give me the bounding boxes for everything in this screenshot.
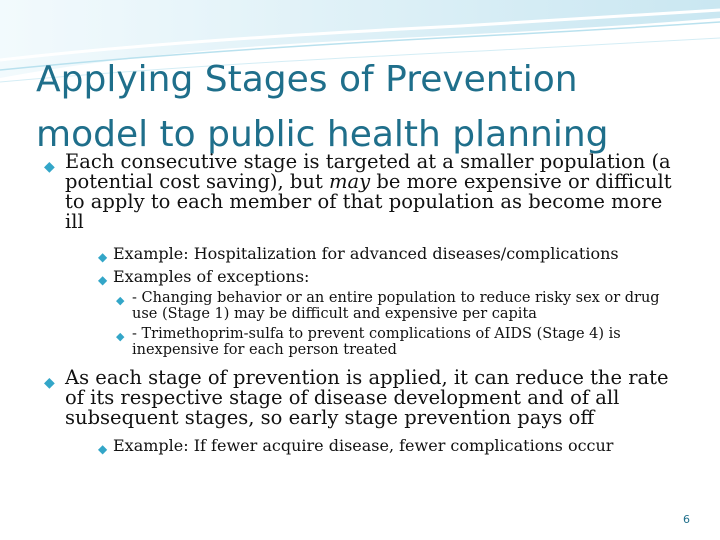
diamond-bullet-icon: ◆ — [98, 442, 108, 456]
bullet-text: - Changing behavior or an entire population to reduce risky sex or drug use (Stage 1) may be difficult and expensive per capita — [132, 290, 660, 322]
slide-title — [36, 52, 696, 162]
bullet-text: Example: Hospitalization for advanced diseases/complications — [113, 244, 619, 263]
bullet-text: Examples of exceptions: — [113, 267, 310, 286]
bullet-level2 — [98, 267, 684, 286]
diamond-bullet-icon: ◆ — [116, 294, 125, 307]
diamond-bullet-icon: ◆ — [98, 250, 108, 264]
bullet-emphasis: may — [329, 170, 371, 193]
title-line-1: Applying Stages of Prevention — [36, 59, 578, 100]
bullet-level3 — [116, 290, 684, 322]
diamond-bullet-icon: ◆ — [44, 375, 55, 391]
bullet-text: - Trimethoprim-sulfa to prevent complications of AIDS (Stage 4) is inexpensive for each person treated — [132, 326, 621, 358]
bullet-level1 — [44, 368, 684, 428]
title-line-2: model to public health planning — [36, 114, 609, 155]
page-number: 6 — [683, 513, 690, 526]
bullet-level2 — [98, 244, 684, 263]
bullet-text: Each consecutive stage is targeted at a smaller population (a potential cost saving), but — [65, 150, 671, 193]
slide-body — [44, 152, 684, 459]
diamond-bullet-icon: ◆ — [44, 159, 55, 175]
diamond-bullet-icon: ◆ — [98, 273, 108, 287]
diamond-bullet-icon: ◆ — [116, 330, 125, 343]
bullet-level3 — [116, 326, 684, 358]
bullet-text: Example: If fewer acquire disease, fewer complications occur — [113, 436, 614, 455]
bullet-level1 — [44, 152, 684, 232]
bullet-level2 — [98, 436, 684, 455]
bullet-text: As each stage of prevention is applied, it can reduce the rate of its respective stage of disease development and of all subsequent stages, so early stage prevention pays off — [65, 366, 669, 429]
bullet-text-rest: be more expensive or difficult to apply to each member of that population as become more ill — [65, 170, 672, 233]
